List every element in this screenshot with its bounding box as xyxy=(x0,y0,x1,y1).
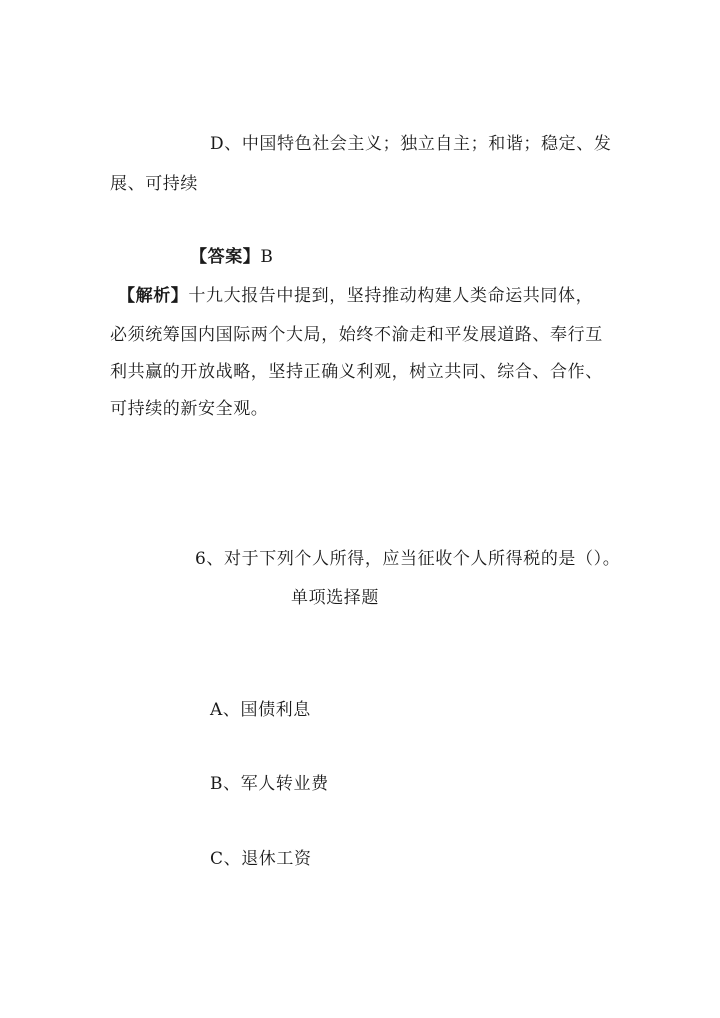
analysis-line1 xyxy=(118,284,593,308)
question-type: 单项选择题 xyxy=(291,588,379,608)
analysis-line4: 可持续的新安全观。 xyxy=(110,399,269,419)
analysis-line2: 必须统筹国内国际两个大局，始终不渝走和平发展道路、奉行互 xyxy=(110,325,603,345)
answer-value: B xyxy=(260,247,274,267)
answer-label: 【答案】 xyxy=(190,247,261,267)
analysis-text-line1: 十九大报告中提到，坚持推动构建人类命运共同体， xyxy=(188,286,594,306)
question-stem: 6、对于下列个人所得，应当征收个人所得税的是（）。 xyxy=(195,549,621,569)
option-d-line2: 展、可持续 xyxy=(110,174,198,194)
option-a: A、国债利息 xyxy=(210,700,311,720)
option-c: C、退休工资 xyxy=(210,849,312,869)
option-b: B、军人转业费 xyxy=(210,774,329,794)
answer-line xyxy=(190,245,274,269)
analysis-label: 【解析】 xyxy=(118,286,189,306)
analysis-line3: 利共赢的开放战略，坚持正确义利观，树立共同、综合、合作、 xyxy=(110,362,603,382)
option-d-line1: D、中国特色社会主义；独立自主；和谐；稳定、发 xyxy=(210,134,612,154)
